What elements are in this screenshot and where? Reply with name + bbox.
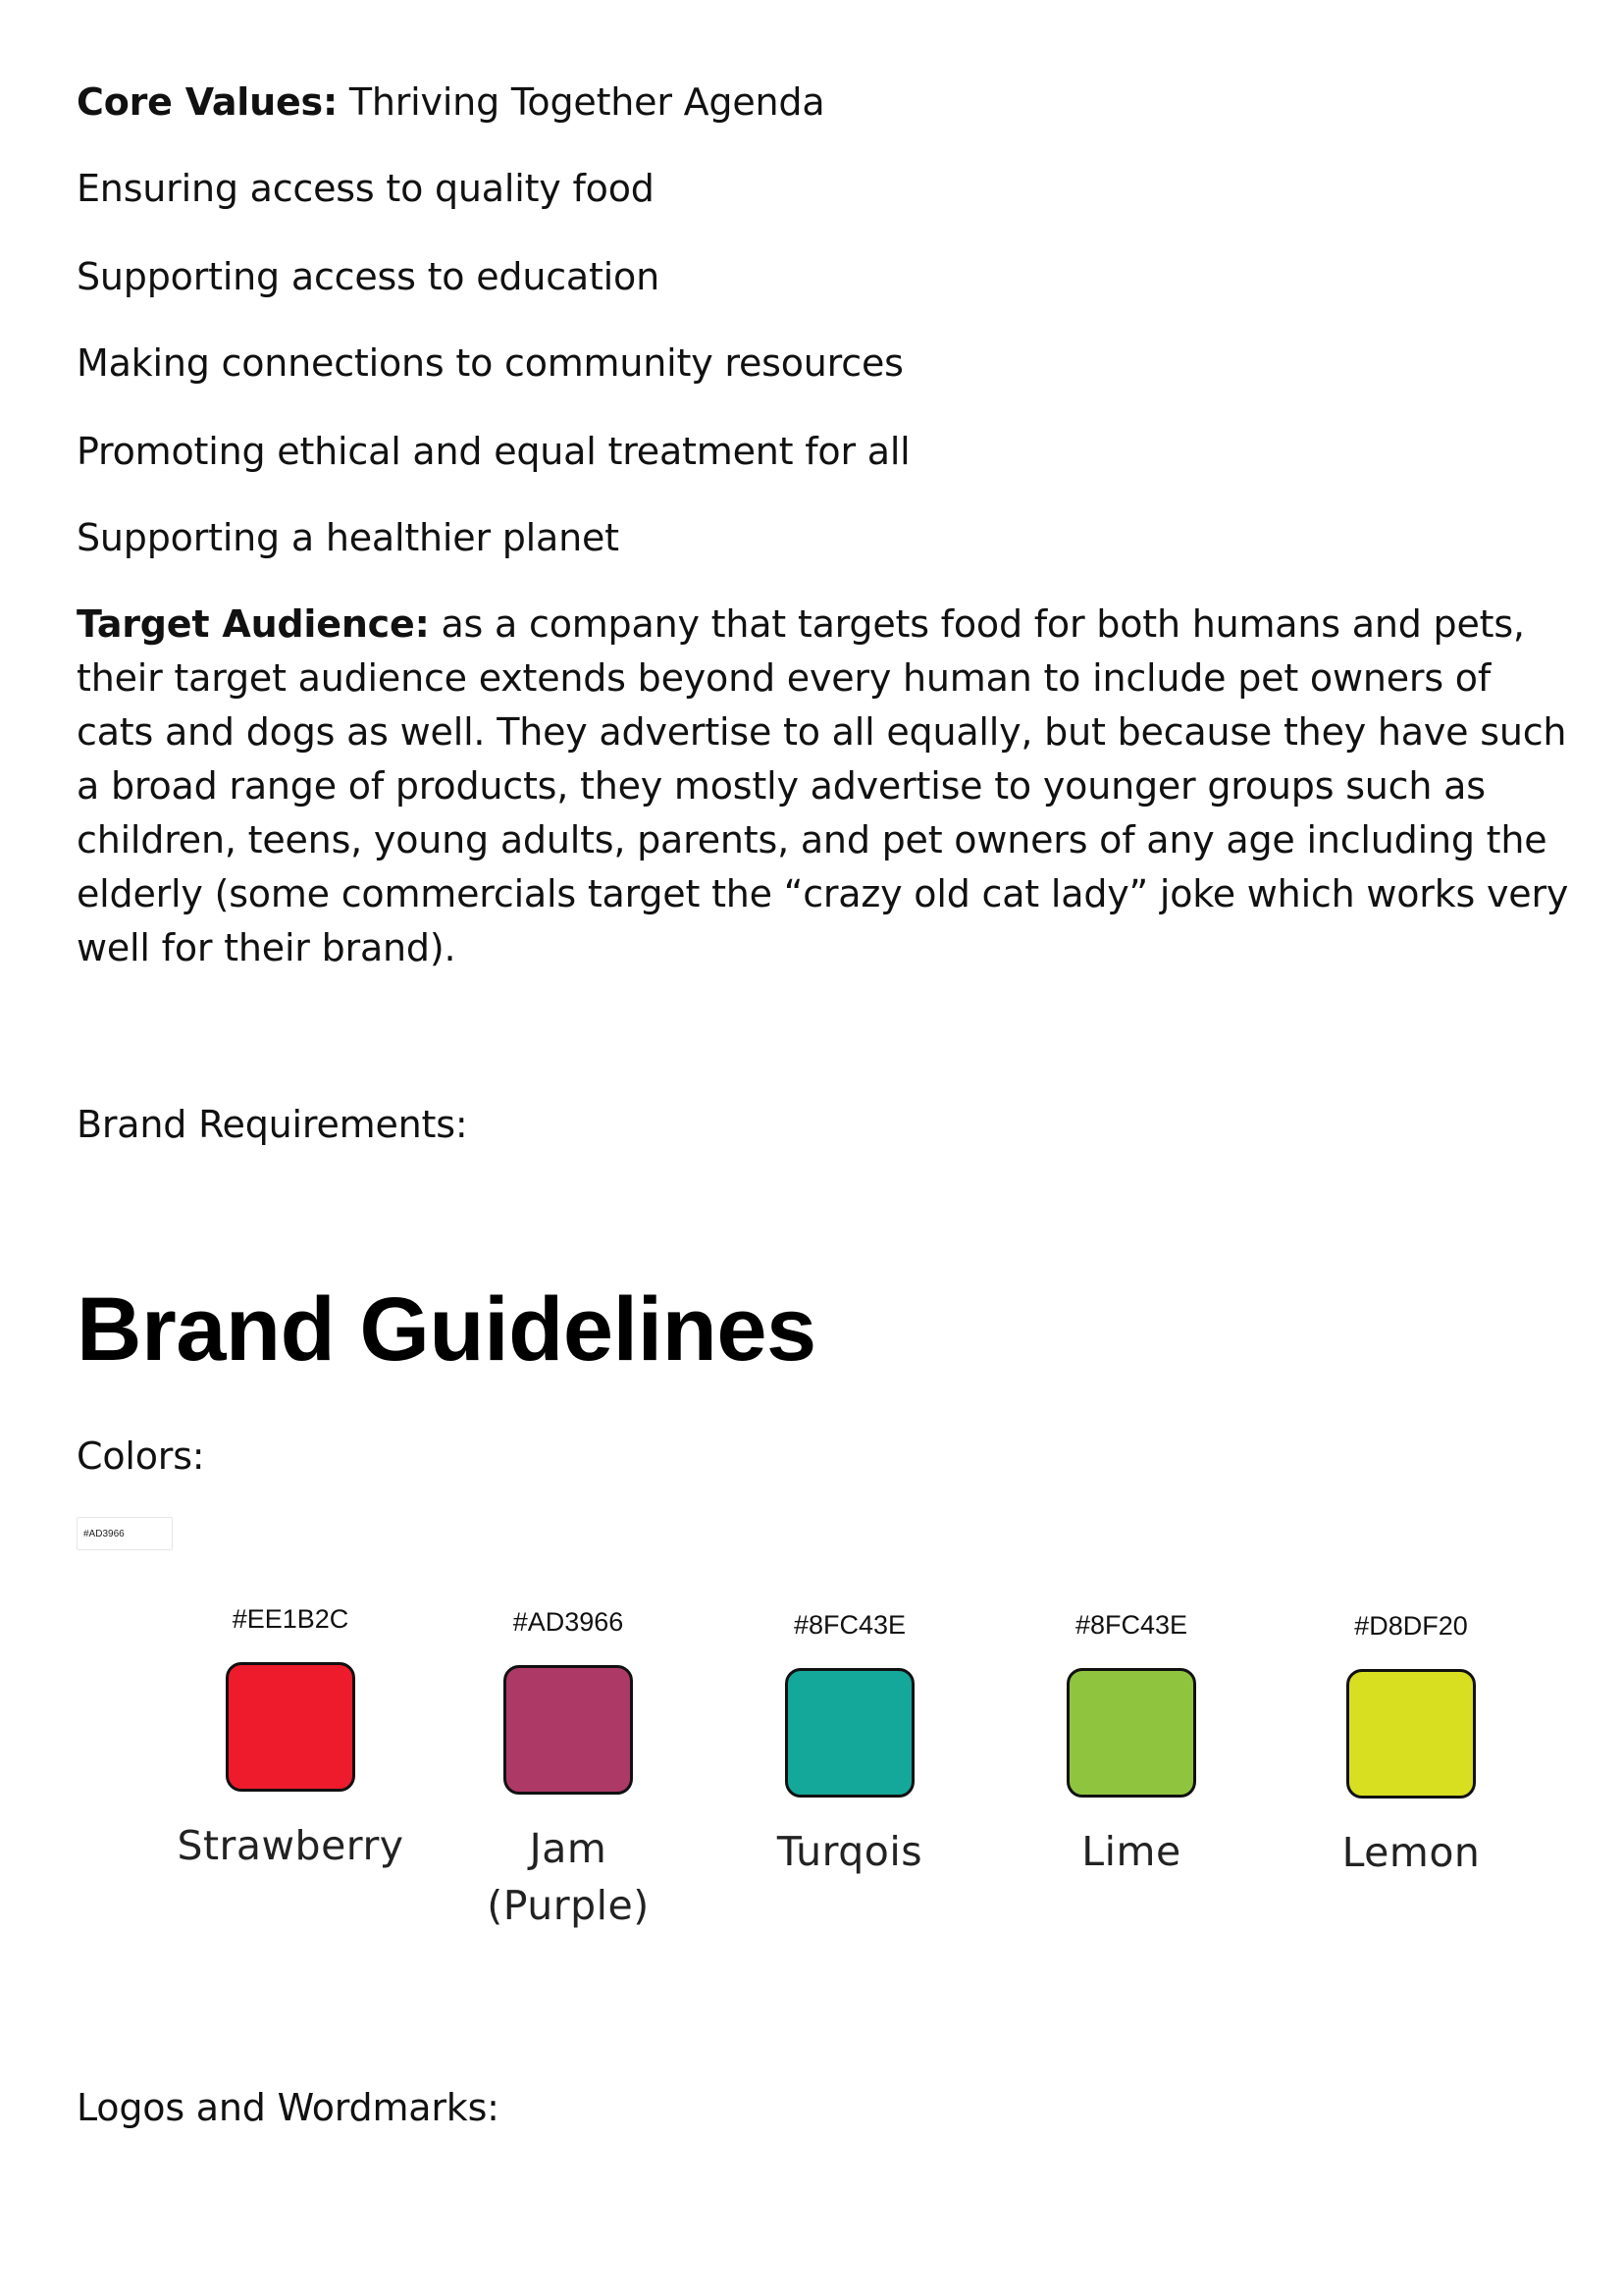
core-value-item: Ensuring access to quality food [77, 167, 655, 210]
brand-guidelines-heading: Brand Guidelines [77, 1279, 816, 1380]
core-value-item: Promoting ethical and equal treatment for all [77, 430, 911, 473]
swatch-lime [1014, 1609, 1249, 1880]
swatch-name: Lime [1081, 1828, 1181, 1875]
mini-color-tag: #AD3966 [77, 1517, 173, 1550]
swatch-lemon [1293, 1610, 1529, 1881]
swatch-hex: #D8DF20 [1354, 1611, 1468, 1641]
swatch-name: Turqois [776, 1828, 923, 1875]
color-chip [503, 1665, 633, 1795]
swatch-name: Lemon [1341, 1829, 1481, 1876]
core-values-title: Thriving Together Agenda [337, 80, 825, 124]
swatch-name: Strawberry [177, 1822, 404, 1869]
color-chip [785, 1668, 915, 1798]
swatch-hex: #AD3966 [512, 1607, 624, 1637]
swatch-jam [450, 1606, 686, 1934]
swatch-name: Jam (Purple) [487, 1825, 650, 1929]
swatch-strawberry [173, 1603, 408, 1874]
core-values-line [77, 78, 824, 126]
target-audience-paragraph [77, 598, 1573, 975]
target-audience-text: as a company that targets food for both humans and pets, their target audience extends beyond every human to include pet owners of cats and dogs as well. They advertise to all equally, but because they have such a broad range of products, they mostly advertise to younger groups such as children, teens, young adults, parents, and pet owners of any age including the elderly (some commercials target the “crazy old cat lady” joke which works very well for their brand). [77, 602, 1569, 969]
color-chip [1346, 1669, 1476, 1799]
color-chip [1067, 1668, 1196, 1798]
core-value-item: Supporting a healthier planet [77, 516, 619, 559]
target-audience-label: Target Audience: [77, 602, 430, 646]
logos-wordmarks-label: Logos and Wordmarks: [77, 2086, 499, 2129]
color-chip [226, 1662, 355, 1792]
swatch-hex: #8FC43E [1074, 1610, 1188, 1640]
brand-requirements-label: Brand Requirements: [77, 1103, 468, 1146]
core-value-item: Supporting access to education [77, 255, 659, 298]
swatch-turqois [732, 1609, 968, 1880]
swatch-hex: #EE1B2C [232, 1604, 349, 1634]
swatch-hex: #8FC43E [793, 1610, 907, 1640]
colors-label: Colors: [77, 1434, 205, 1478]
core-values-label: Core Values: [77, 80, 338, 124]
core-value-item: Making connections to community resources [77, 341, 904, 385]
